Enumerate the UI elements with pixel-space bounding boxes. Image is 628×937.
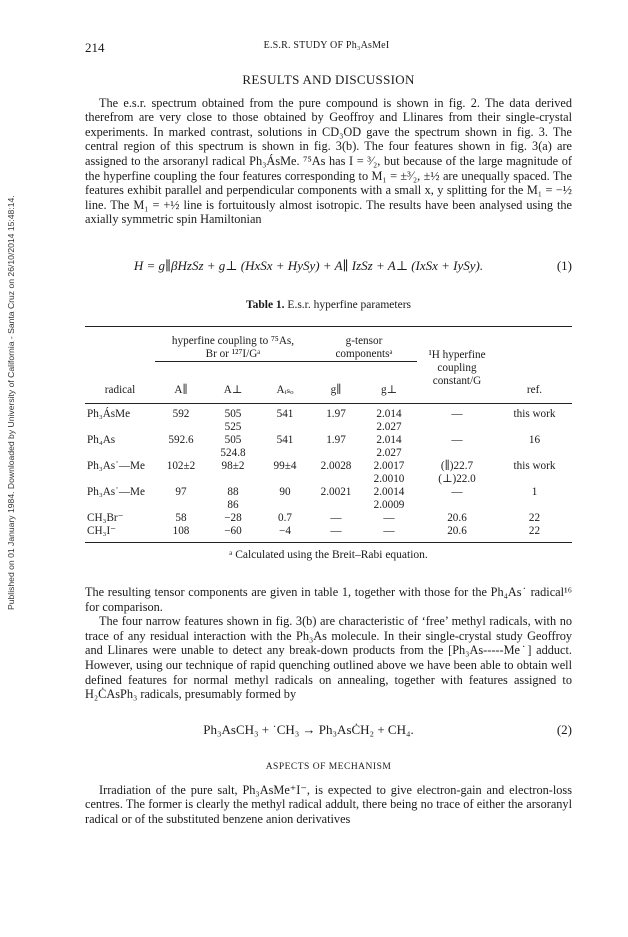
mechanism-section — [85, 760, 572, 826]
table-cell: — — [383, 511, 395, 524]
table-cell: 2.0010 — [373, 472, 405, 485]
table-cell — [207, 473, 259, 486]
paragraph: The four narrow features shown in fig. 3(b) are characteristic of ‘free’ methyl radicals, with no trace of any residual interaction with the Ph₃As molecule. In their single-crystal study Geoffroy and Llinares were unable to detect any break-down products from the [Ph₃As-----Me˙] adduct. However, using our technique of rapid quenching outlined above we have been able to obtain well defined features for normal methyl radicals on annealing, together with features assigned to H₂ĊAsPh₃ radicals, presumably formed by — [85, 614, 572, 702]
table-cell — [417, 421, 497, 434]
table-cell — [259, 447, 311, 460]
table-cell — [85, 473, 155, 486]
table-cell — [497, 447, 572, 460]
table-cell: 58 — [175, 511, 187, 524]
table-cell — [497, 473, 572, 486]
table-cell — [259, 421, 311, 434]
table-cell: 2.027 — [376, 420, 402, 433]
table-cell: 2.0009 — [373, 498, 405, 511]
paragraph: Irradiation of the pure salt, Ph₃AsMe⁺I⁻, is expected to give electron-gain and electron-loss centres. The former is clearly the methyl radical addult, there being no trace of either the arsoranyl radical or of the substituted benzene anion derivatives — [85, 782, 572, 826]
subheading: ASPECTS OF MECHANISM — [265, 762, 392, 772]
table-cell: 2.0014 — [373, 485, 405, 498]
table-cell: 2.014 — [376, 407, 402, 420]
table-cell: Ph₃ÁsMe — [87, 407, 131, 420]
table-row — [85, 525, 572, 543]
table-cell — [85, 447, 155, 460]
table-cell: 97 — [175, 485, 187, 498]
equation-number: (2) — [556, 722, 572, 737]
table-cell: 0.7 — [278, 511, 292, 524]
table-cell: (⊥)22.0 — [438, 472, 476, 485]
table-cell — [417, 499, 497, 512]
table-cell: 22 — [528, 524, 541, 537]
equation-number: (1) — [556, 258, 572, 273]
table-cell: −28 — [224, 511, 242, 524]
hyperfine-table — [85, 326, 572, 543]
col-header-a-perp: A⊥ — [207, 362, 259, 404]
table-cell: 592 — [172, 407, 190, 420]
table-footnote: ᵃ Calculated using the Breit–Rabi equation. — [229, 549, 428, 561]
table-cell: this work — [513, 407, 556, 420]
table-cell — [155, 421, 207, 434]
table-cell: Ph₃As˙—Me — [87, 459, 145, 472]
page-number: 214 — [85, 40, 105, 55]
table-cell — [311, 447, 361, 460]
table-cell: Ph₃As˙—Me — [87, 485, 145, 498]
table-cell: Ph₄As — [87, 433, 116, 446]
table-cell: 2.0017 — [373, 459, 405, 472]
table-row — [85, 421, 572, 434]
table-cell: 541 — [276, 433, 294, 446]
table-cell: 99±4 — [273, 459, 297, 472]
table-row — [85, 434, 572, 447]
col-header-a-iso: Aᵢₛₒ — [259, 362, 311, 404]
table-cell: — — [330, 511, 342, 524]
table-cell: 16 — [528, 433, 541, 446]
table-cell: (∥)22.7 — [440, 459, 474, 472]
table-row — [85, 460, 572, 473]
table-cell — [85, 421, 155, 434]
table-cell: — — [451, 407, 463, 420]
table-cell: 505 — [224, 407, 242, 420]
table-cell: 2.027 — [376, 446, 402, 459]
col-header-g-perp: g⊥ — [361, 362, 417, 404]
download-watermark — [6, 70, 20, 610]
table-row — [85, 512, 572, 525]
col-header-a-parallel: A∥ — [155, 362, 207, 404]
table-row — [85, 447, 572, 460]
equation-body: H = g∥βHzSz + g⊥ (HxSx + HySy) + A∥ IzSz + A⊥ (IxSx + IySy). — [133, 258, 484, 273]
table-cell — [417, 447, 497, 460]
table-cell: 90 — [279, 485, 291, 498]
table-cell: 524.8 — [220, 446, 246, 459]
table-cell: 2.014 — [376, 433, 402, 446]
table-cell — [311, 421, 361, 434]
section-heading: RESULTS AND DISCUSSION — [242, 72, 415, 87]
download-watermark-text: Published on 01 January 1984. Downloaded by University of California - Santa Cruz on 26/10/2014 15:48:14. — [6, 195, 16, 610]
table-row — [85, 499, 572, 512]
table-row — [85, 403, 572, 421]
running-title: E.S.R. STUDY OF Ph₃AsMeI — [263, 40, 390, 51]
col-header-ref: ref. — [526, 383, 543, 396]
table-cell: 541 — [276, 407, 294, 420]
table-cell: 2.0021 — [320, 485, 352, 498]
table-cell: — — [330, 524, 342, 537]
table-cell — [497, 499, 572, 512]
table-cell: 22 — [528, 511, 541, 524]
table-caption-text: E.s.r. hyperfine parameters — [287, 299, 411, 311]
table-cell: 20.6 — [447, 511, 467, 524]
results-section — [85, 73, 572, 227]
table-row — [85, 486, 572, 499]
table-cell — [155, 499, 207, 512]
table-row — [85, 473, 572, 486]
table-cell: 1.97 — [326, 407, 346, 420]
table-cell: 98±2 — [221, 459, 245, 472]
table-cell: −4 — [279, 524, 291, 537]
equation-body: Ph₃AsCH₃ + ˙CH₃ → Ph₃AsĊH₂ + CH₄. — [203, 722, 414, 737]
table-cell: this work — [513, 459, 556, 472]
table-cell: 505 — [224, 433, 242, 446]
table-cell: 20.6 — [447, 524, 467, 537]
h-hyperfine-header: ¹H hyperfine coupling constant/G — [428, 349, 486, 387]
table-cell — [155, 473, 207, 486]
table-cell: CH₃I⁻ — [87, 524, 117, 537]
table-cell — [259, 473, 311, 486]
table-cell: 1.97 — [326, 433, 346, 446]
paragraph: The e.s.r. spectrum obtained from the pure compound is shown in fig. 2. The data derived therefrom are very close to those obtained by Geoffroy and Llinares from their single-crystal experiments. In marked contrast, solutions in CD₃OD gave the spectrum shown in fig. 3. The central region of this spectrum is shown in fig. 3(b). The four features shown in fig. 3(a) are assigned to the arsoranyl radical Ph₃ÁsMe. ⁷⁵As has I = ³⁄₂, but because of the large magnitude of the hyperfine coupling the four features corresponding to M₁ = ±³⁄₂, ±½ are unequally spaced. The features exhibit parallel and perpendicular components with a small x, y splitting for the M₁ = −½ line. The M₁ = +½ line is fortuitously almost isotropic. The results have been analysed using the axially symmetric spin Hamiltonian — [85, 95, 572, 227]
table-cell: 2.0028 — [320, 459, 352, 472]
table-cell: 88 — [227, 485, 239, 498]
table-cell: 108 — [172, 524, 190, 537]
table-cell: 86 — [227, 498, 239, 511]
table-caption — [85, 299, 572, 311]
table-cell — [311, 473, 361, 486]
table-cell: −60 — [224, 524, 242, 537]
table-cell — [311, 499, 361, 512]
table-caption-label: Table 1. — [245, 299, 285, 311]
table-cell — [85, 499, 155, 512]
hyperfine-header: hyperfine coupling to ⁷⁵As, Br or ¹²⁷I/Gᵃ — [171, 335, 295, 360]
discussion-section — [85, 585, 572, 702]
table-cell: 1 — [531, 485, 538, 498]
table-cell: — — [451, 485, 463, 498]
table-cell: — — [451, 433, 463, 446]
paragraph: The resulting tensor components are given in table 1, together with those for the Ph₄As˙ radical¹⁶ for comparison. — [85, 585, 572, 614]
col-header-g-parallel: g∥ — [311, 362, 361, 404]
table-cell — [497, 421, 572, 434]
gtensor-header: g-tensor componentsᵃ — [335, 335, 393, 360]
table-cell: 525 — [224, 420, 242, 433]
running-header — [85, 40, 568, 60]
table-cell — [155, 447, 207, 460]
table-cell: — — [383, 524, 395, 537]
col-header-radical: radical — [104, 383, 136, 396]
table-cell: CH₃Br⁻ — [87, 511, 124, 524]
table-cell — [259, 499, 311, 512]
table-cell: 592.6 — [168, 433, 194, 446]
table-cell: 102±2 — [166, 459, 196, 472]
